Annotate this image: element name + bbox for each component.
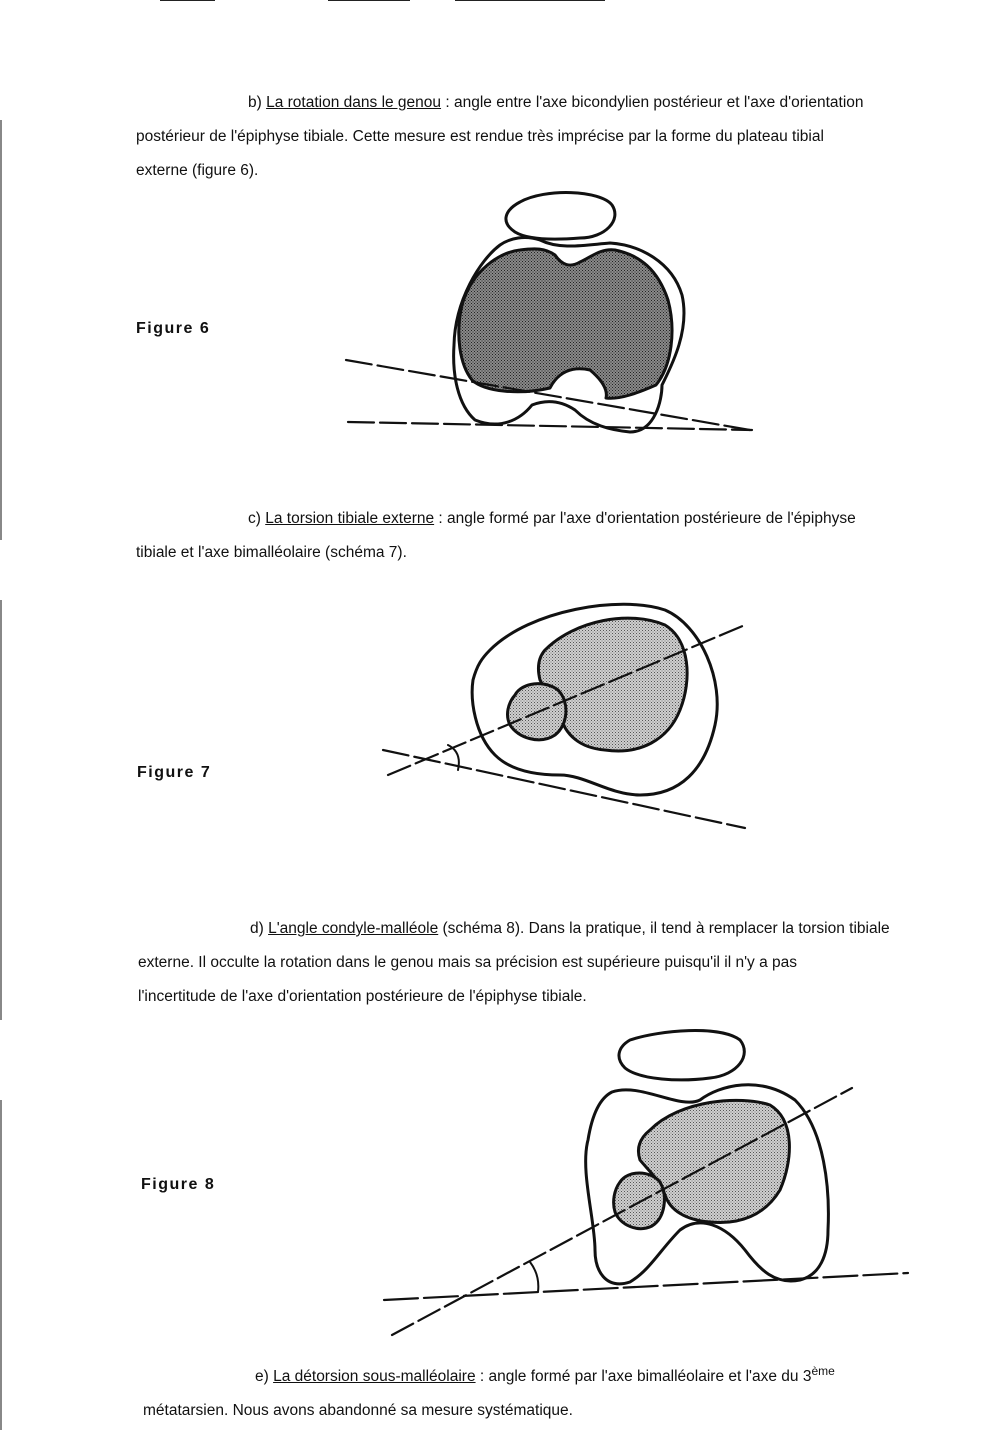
item-marker: b)	[248, 94, 267, 111]
body-text: : angle formé par l'axe d'orientation postérieure de l'épiphyse	[434, 510, 856, 527]
bimalleolar-axis-line	[383, 750, 745, 828]
item-marker: c)	[248, 510, 266, 527]
angle-arc	[530, 1262, 538, 1292]
figure-8-label: Figure 8	[141, 1176, 216, 1193]
section-title: La torsion tibiale externe	[265, 510, 435, 527]
fibula-shape	[614, 1173, 665, 1229]
section-title: La rotation dans le genou	[266, 94, 442, 111]
section-title: L'angle condyle-malléole	[268, 920, 439, 937]
item-marker: e)	[255, 1368, 274, 1386]
paragraph-d-line2: externe. Il occulte la rotation dans le genou mais sa précision est supérieure puisqu'il il n'y a pas	[138, 954, 798, 971]
patella-outline	[619, 1031, 744, 1080]
paragraph-b-line2: postérieur de l'épiphyse tibiale. Cette mesure est rendue très imprécise par la forme du plateau tibial	[136, 128, 824, 145]
figure-8-diagram	[384, 1031, 908, 1335]
figure-6-diagram	[346, 193, 752, 432]
paragraph-d-line3: l'incertitude de l'axe d'orientation postérieure de l'épiphyse tibiale.	[138, 988, 587, 1005]
figure-6-label: Figure 6	[136, 320, 211, 337]
paragraph-b-line3: externe (figure 6).	[136, 162, 259, 179]
section-title: La détorsion sous-malléolaire	[273, 1368, 476, 1386]
body-text: : angle entre l'axe bicondylien postérieur et l'axe d'orientation	[441, 94, 864, 111]
superscript-text: ème	[811, 1364, 835, 1378]
paragraph-e-line2: métatarsien. Nous avons abandonné sa mesure systématique.	[143, 1402, 573, 1420]
tibial-axis-line	[348, 422, 752, 430]
femoral-condyles-shape	[459, 249, 672, 398]
patella-outline	[506, 193, 615, 240]
figure-7-label: Figure 7	[137, 764, 212, 781]
item-marker: d)	[250, 920, 269, 937]
body-text: : angle formé par l'axe bimalléolaire et l'axe du 3	[475, 1368, 812, 1386]
paragraph-c-line2: tibiale et l'axe bimalléolaire (schéma 7).	[136, 544, 407, 561]
figure-7-diagram	[383, 604, 745, 828]
body-text: (schéma 8). Dans la pratique, il tend à remplacer la torsion tibiale	[438, 920, 890, 937]
condyle-axis-line	[392, 1088, 852, 1335]
